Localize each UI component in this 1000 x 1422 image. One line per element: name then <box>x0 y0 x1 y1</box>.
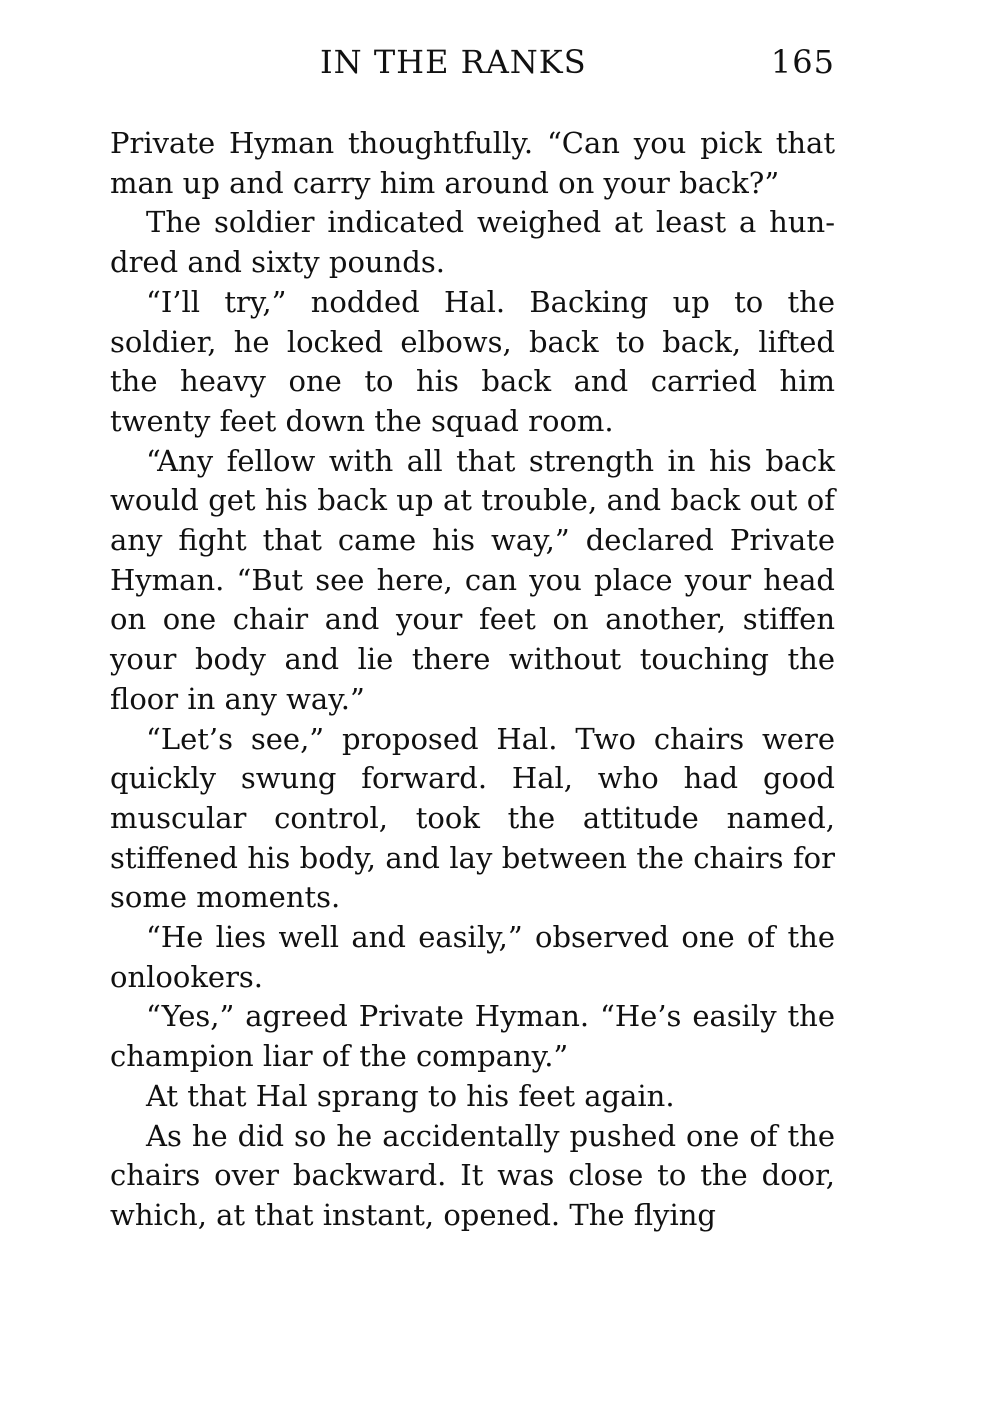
paragraph: The soldier indicated weighed at least a hundred and sixty pounds. <box>110 205 835 280</box>
paragraph: Private Hyman thoughtfully. “Can you pick that man up and carry him around on your back?” <box>110 126 835 200</box>
paragraph: “He lies well and easily,” observed one of the onlookers. <box>110 920 835 994</box>
running-head <box>110 40 835 84</box>
body-text <box>110 124 835 1236</box>
running-title: IN THE RANKS <box>320 43 587 81</box>
paragraph: As he did so he accidentally pushed one of the chairs over backward. It was close to the door, which, at that instant, opened. The flying <box>110 1118 835 1232</box>
page-number: 165 <box>770 43 835 81</box>
paragraph: “Yes,” agreed Private Hyman. “He’s easily the champion liar of the company.” <box>110 999 835 1074</box>
paragraph: At that Hal sprang to his feet again. <box>146 1078 675 1113</box>
paragraph: “Let’s see,” proposed Hal. Two chairs were quickly swung forward. Hal, who had good muscular control, took the attitude named, stiffened his body, and lay between the chairs for some moments. <box>110 721 835 915</box>
paragraph: “Any fellow with all that strength in his back would get his back up at trouble, and back out of any fight that came his way,” declared Private Hyman. “But see here, can you place your head on one chair and your feet on another, stiffen your body and lie there without touching the floor in any way.” <box>110 443 835 716</box>
paragraph: “I’ll try,” nodded Hal. Backing up to the soldier, he locked elbows, back to back, lifted the heavy one to his back and carried him twenty feet down the squad room. <box>110 284 835 438</box>
